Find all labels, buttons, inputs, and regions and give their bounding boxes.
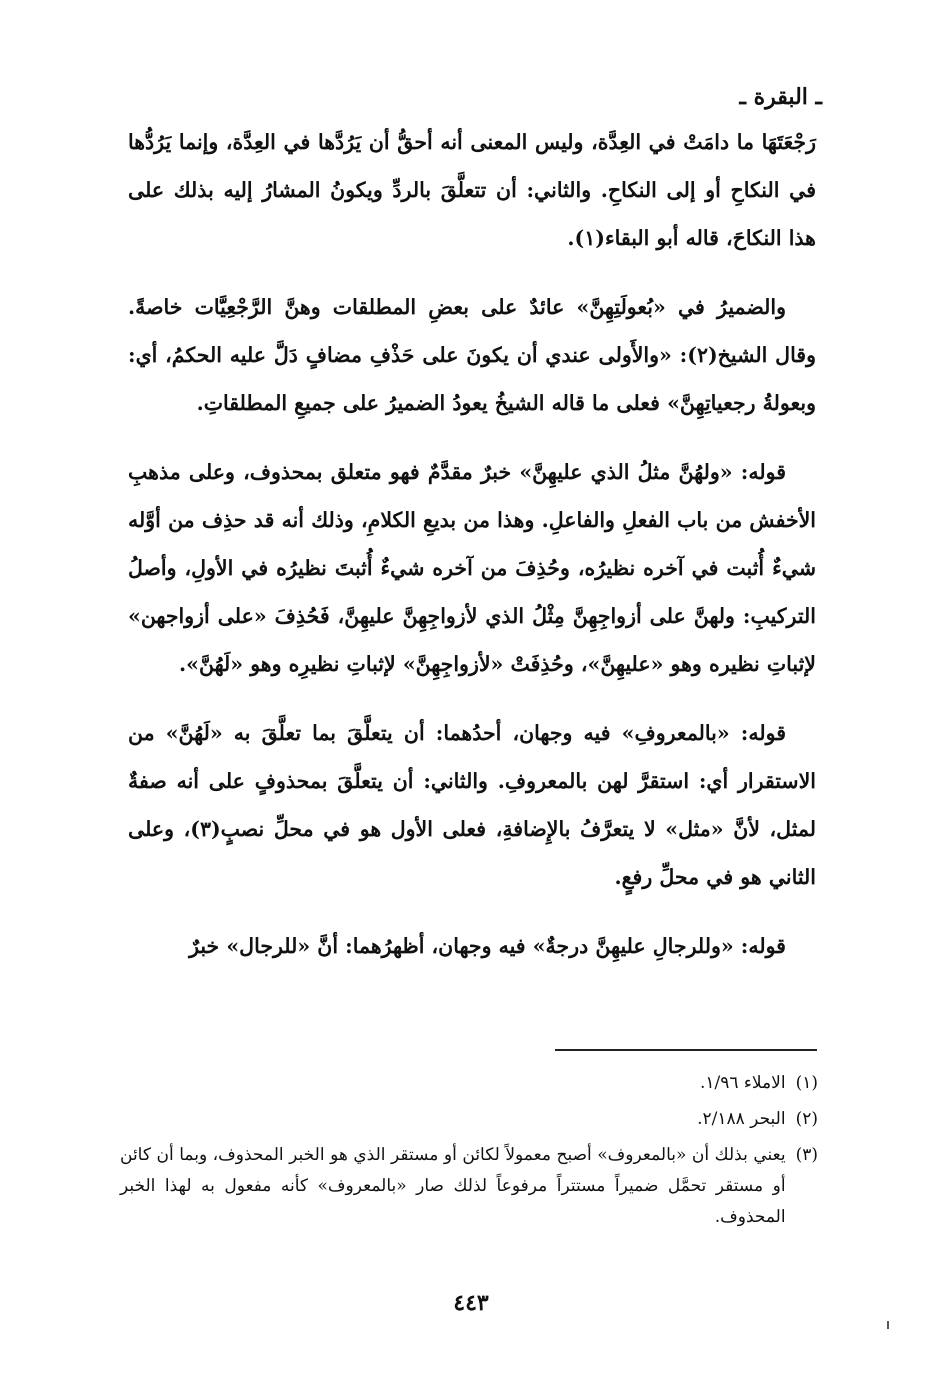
footnotes: [120, 1068, 818, 1238]
scan-speck: [887, 1321, 889, 1329]
paragraph: قوله: «بالمعروفِ» فيه وجهان، أحدُهما: أن يتعلَّقَ بما تعلَّقَ به «لَهُنَّ» من الاستقرار أي: استقرَّ لهن بالمعروفِ. والثاني: أن يتعلَّقَ بمحذوفٍ على أنه صفةٌ لمثل، لأنَّ «مثل» لا يتعرَّفُ بالإِضافةِ، فعلى الأول هو في محلِّ نصبٍ(٣)، وعلى الثاني هو في محلِّ رفعٍ.: [128, 721, 816, 889]
paragraph: رَجْعَتَهَا ما دامَتْ في العِدَّة، وليس المعنى أنه أحقُّ أن يَرُدَّها في العِدَّة، وإنما يَرُدُّها في النكاحِ أو إلى النكاحِ. والثاني: أن تتعلَّقَ بالردِّ ويكونُ المشارُ إليه بذلك على هذا النكاحَ، قاله أبو البقاء(١).: [128, 130, 816, 250]
footnote-marker: (٣): [795, 1145, 818, 1165]
footnote-text: يعني بذلك أن «بالمعروف» أصبح معمولاً لكائن أو مستقر الذي هو الخبر المحذوف، وبما أن كائن أو مستقر تحمَّل ضميراً مستتراً مرفوعاً لذلك صار «بالمعروف» كأنه مفعول به لهذا الخبر المحذوف.: [120, 1145, 786, 1227]
footnote-item: [120, 1104, 818, 1135]
paragraph: قوله: «وللرجالِ عليهِنَّ درجةٌ» فيه وجهان، أظهرُهما: أنَّ «للرجال» خبرٌ: [189, 934, 786, 958]
footnote-separator: [555, 1049, 817, 1051]
footnote-text: البحر ٢/١٨٨.: [697, 1109, 786, 1129]
footnote-item: [120, 1140, 818, 1233]
footnote-item: [120, 1068, 818, 1099]
footnote-marker: (١): [795, 1073, 818, 1093]
running-header: ـ البقرة ـ: [739, 84, 822, 110]
footnote-marker: (٢): [795, 1109, 818, 1129]
footnote-text: الاملاء ١/٩٦.: [699, 1073, 786, 1093]
paragraph: والضميرُ في «بُعولَتِهِنَّ» عائدٌ على بعضِ المطلقات وهنَّ الرَّجْعِيَّات خاصةً. وقال الشيخ(٢): «والأَولى عندي أن يكونَ على حَذْفِ مضافٍ دَلَّ عليه الحكمُ، أي: وبعولةُ رجعياتِهِنَّ» فعلى ما قاله الشيخُ يعودُ الضميرُ على جميعِ المطلقاتِ.: [128, 295, 817, 415]
page-number: ٤٤٣: [453, 1290, 489, 1316]
main-text: [128, 118, 816, 970]
paragraph: قوله: «ولهُنَّ مثلُ الذي عليهِنَّ» خبرٌ مقدَّمٌ فهو متعلق بمحذوف، وعلى مذهبِ الأخفش من باب الفعلِ والفاعلِ. وهذا من بديعِ الكلامِ، وذلك أنه قد حذِف من أوَّله شيءٌ أُثبت في آخره نظيرُه، وحُذِفَ من آخره شيءٌ أُثبتَ نظيرُه في الأولِ، وأصلُ التركيبِ: ولهنَّ على أزواجِهِنَّ مِثْلُ الذي لأزواجِهِنَّ عليهِنَّ، فَحُذِفَ «على أزواجهن» لإثباتِ نظيره وهو «عليهِنَّ»، وحُذِفَتْ «لأزواجِهِنَّ» لإثباتِ نظيرِه وهو «لَهُنَّ».: [128, 460, 816, 676]
